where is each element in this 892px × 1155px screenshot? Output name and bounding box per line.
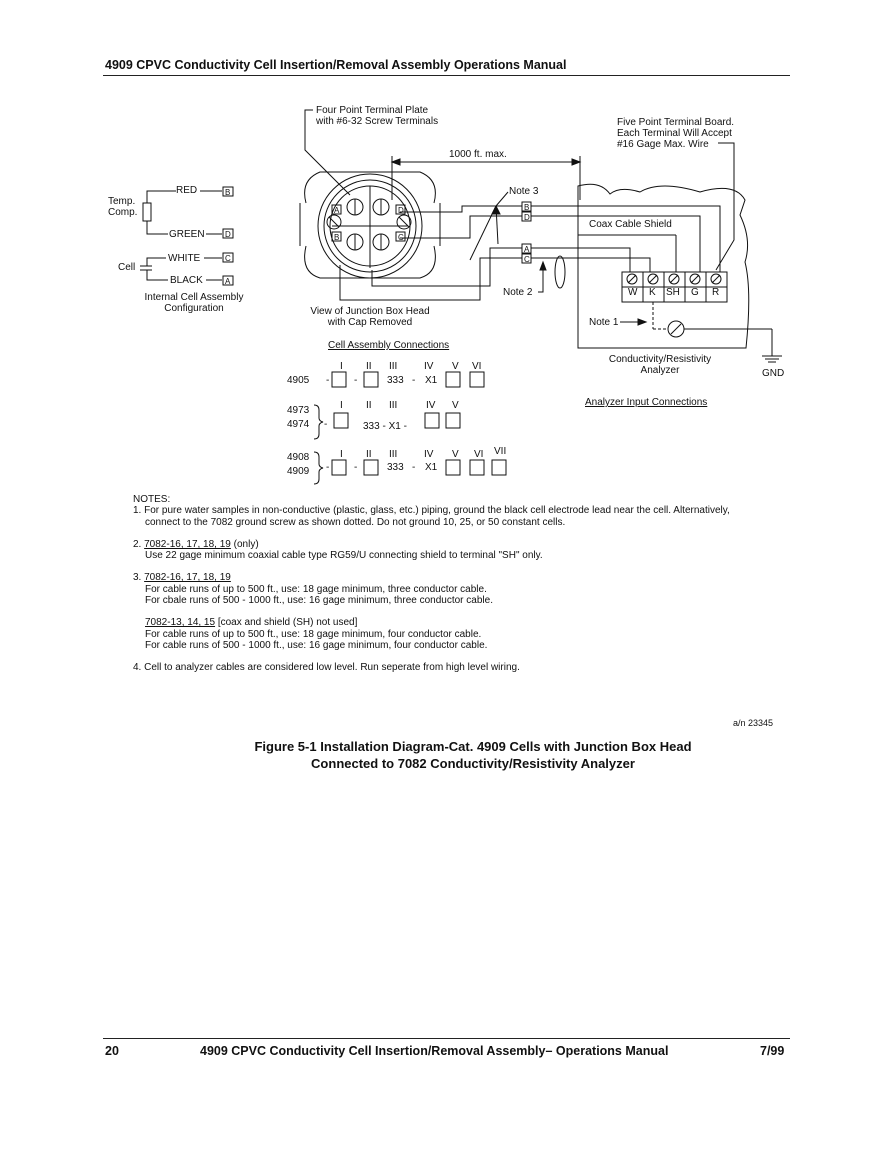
wire-white: WHITE [168,253,201,264]
run-letter-a: A [524,245,530,254]
model-4908: 4908 [287,452,310,463]
wire-black: BLACK [170,275,203,286]
cell-label: Cell [118,262,136,273]
note3-label: Note 3 [509,186,539,197]
r5-iii: III [389,400,398,411]
code-x1-b: X1 [425,462,438,473]
run-letter-b: B [524,203,530,212]
note-2-models: 7082-16, 17, 18, 19 [144,538,231,550]
dash-4: - [324,419,328,430]
internal-label-2: Configuration [164,303,224,314]
figure-caption-line-1: Figure 5-1 Installation Diagram-Cat. 4909 Cells with Junction Box Head [254,739,692,754]
view-label-2: with Cap Removed [327,317,413,328]
dash-2: - [354,375,358,386]
note-1-line-2: connect to the 7082 ground screw as shown dotted. Do not ground 10, 25, or 50 constant cells. [145,516,566,528]
r6-v: V [452,361,459,372]
terminal-w: W [628,287,638,298]
code-333-b: 333 [387,462,404,473]
footer-title: 4909 CPVC Conductivity Cell Insertion/Removal Assembly– Operations Manual [200,1044,669,1058]
code-x1-a: X1 [425,375,438,386]
connection-boxes [314,372,506,484]
head-letter-a: A [334,206,340,215]
distance-label: 1000 ft. max. [449,149,507,160]
r6-vi: VI [472,361,482,372]
footer-rule [103,1038,790,1039]
internal-label-1: Internal Cell Assembly [144,292,244,303]
note-3b-title [133,617,783,628]
dash-5: - [326,462,330,473]
note-2-prefix: 2. [133,538,145,550]
temp-comp-label-2: Comp. [108,207,138,218]
analyzer-enclosure [578,143,782,362]
r6-iii: III [389,361,398,372]
run-letter-d: D [524,213,530,222]
note-2-title [133,539,783,550]
r5-v: V [452,400,459,411]
cell-assembly-connections: Cell Assembly Connections [328,340,450,351]
wire-green: GREEN [169,229,205,240]
terminal-plate-label-1: Four Point Terminal Plate [316,105,429,116]
r6-iv: IV [424,361,434,372]
wiring-diagram [0,0,892,500]
distance-dimension [392,156,580,200]
dash-7: - [412,462,416,473]
note-2-text: Use 22 gage minimum coaxial cable type RG59/U connecting shield to terminal "SH" only. [145,550,543,562]
terminal-r: R [712,287,720,298]
terminal-k: K [649,287,656,298]
r7-iii: III [389,449,398,460]
code-333-a: 333 [387,375,404,386]
model-4973: 4973 [287,405,310,416]
dash-1: - [326,375,330,386]
code-mid: 333 - X1 - [363,421,407,432]
note-3b-line-1: For cable runs of up to 500 ft., use: 18 gage minimum, four conductor cable. [145,628,482,640]
run-letter-c: C [524,255,530,264]
terminal-board-label-3: #16 Gage Max. Wire [617,139,709,150]
r7-i: I [340,449,343,460]
terminal-plate-label-2: with #6-32 Screw Terminals [316,116,439,127]
note-1-line-1: 1. For pure water samples in non-conductive (plastic, glass, etc.) piping, ground the black cell electrode lead near the cell. Alternatively, [133,505,730,517]
notes-section [133,494,783,674]
note-3-line-1: For cable runs of up to 500 ft., use: 18 gage minimum, three conductor cable. [145,583,487,595]
letter-a: A [225,277,231,286]
model-4905: 4905 [287,375,310,386]
r7-vii: VII [494,446,507,457]
temp-comp-label-1: Temp. [108,196,136,207]
r6-i: I [340,361,343,372]
page-number: 20 [105,1044,119,1058]
head-letter-b: B [334,233,340,242]
r5-i: I [340,400,343,411]
note2-label: Note 2 [503,287,533,298]
cable-runs [340,192,720,300]
dash-3: - [412,375,416,386]
terminal-g: G [691,287,699,298]
dash-6: - [354,462,358,473]
page-header-title: 4909 CPVC Conductivity Cell Insertion/Removal Assembly Operations Manual [105,58,567,72]
analyzer-input-connections: Analyzer Input Connections [585,397,708,408]
letter-d: D [225,230,231,239]
note-3-prefix: 3. [133,572,145,584]
r5-ii: II [366,400,372,411]
view-label-1: View of Junction Box Head [310,306,430,317]
r7-iv: IV [424,449,434,460]
coax-shield-label: Coax Cable Shield [589,219,672,230]
gnd-label: GND [762,368,785,379]
head-letter-d: D [398,206,404,215]
r6-ii: II [366,361,372,372]
head-letter-c: C [398,233,404,242]
note-3-models: 7082-16, 17, 18, 19 [144,572,231,584]
analyzer-label-1: Conductivity/Resistivity [608,354,712,365]
terminal-board-label-2: Each Terminal Will Accept [617,128,732,139]
terminal-board-label-1: Five Point Terminal Board. [617,117,735,128]
figure-caption [200,738,746,772]
art-number: a/n 23345 [733,718,774,728]
terminal-sh: SH [666,287,680,298]
letter-c: C [225,254,231,263]
note-3-title [133,572,783,583]
model-4974: 4974 [287,419,310,430]
model-4909: 4909 [287,466,310,477]
note-3b-suffix: [coax and shield (SH) not used] [215,617,358,629]
note-3b-line-2: For cable runs of 500 - 1000 ft., use: 16 gage minimum, four conductor cable. [145,639,488,651]
letter-b: B [225,188,231,197]
note-3-line-2: For cbale runs of 500 - 1000 ft., use: 16 gage minimum, three conductor cable. [145,595,493,607]
note-4: 4. Cell to analyzer cables are considered low level. Run seperate from high level wiring. [133,662,520,674]
analyzer-label-2: Analyzer [640,365,680,376]
figure-caption-line-2: Connected to 7082 Conductivity/Resistivity Analyzer [311,756,635,771]
r5-iv: IV [426,400,436,411]
wire-red: RED [176,185,198,196]
notes-heading: NOTES: [133,494,171,505]
r7-v: V [452,449,459,460]
r7-ii: II [366,449,372,460]
r7-vi: VI [474,449,484,460]
note-2-suffix: (only) [230,538,259,550]
junction-box-head [300,110,440,278]
note1-label: Note 1 [589,317,619,328]
note-3b-models: 7082-13, 14, 15 [145,617,216,629]
footer-date: 7/99 [760,1044,785,1058]
